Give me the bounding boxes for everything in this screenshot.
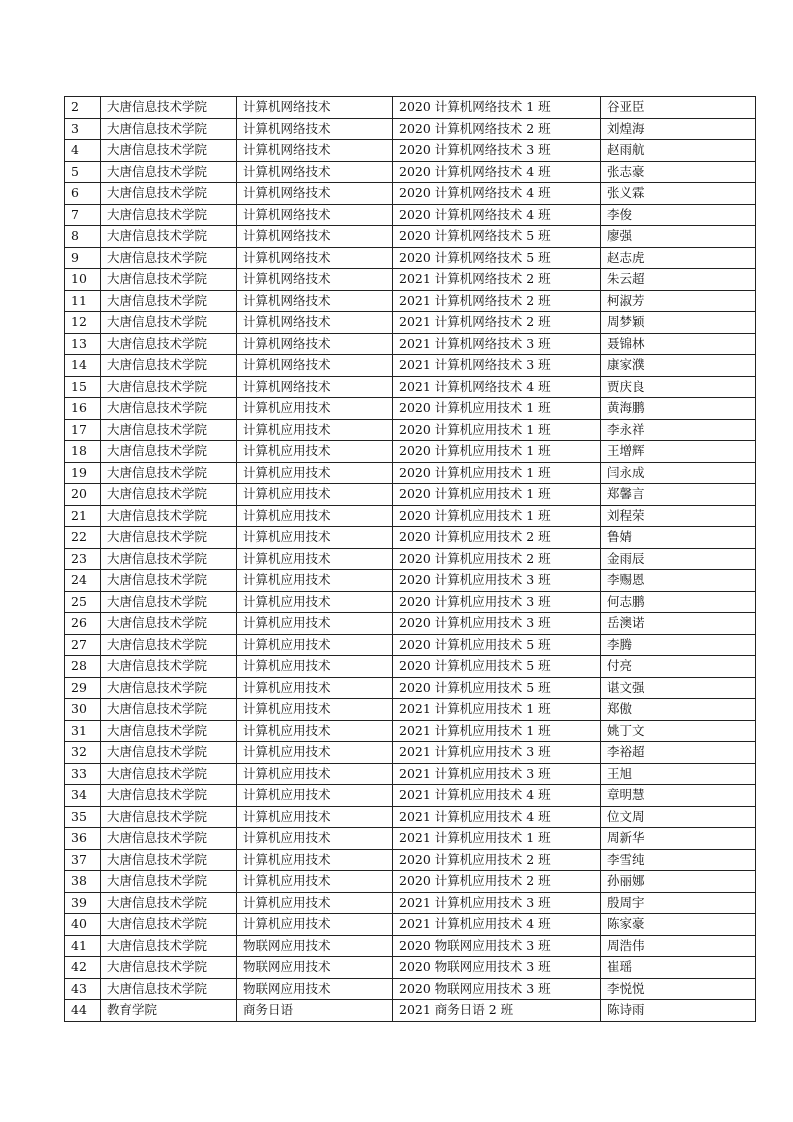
row-number: 41	[65, 935, 101, 957]
class-cell: 2021 商务日语 2 班	[393, 1000, 601, 1022]
student-name-cell: 李俊	[601, 204, 756, 226]
class-cell: 2020 计算机应用技术 3 班	[393, 570, 601, 592]
row-number: 26	[65, 613, 101, 635]
college-cell: 大唐信息技术学院	[101, 269, 237, 291]
student-name-cell: 金雨辰	[601, 548, 756, 570]
row-number: 19	[65, 462, 101, 484]
college-cell: 大唐信息技术学院	[101, 871, 237, 893]
major-cell: 计算机应用技术	[237, 398, 393, 420]
row-number: 36	[65, 828, 101, 850]
table-row	[65, 613, 756, 635]
class-cell: 2020 计算机应用技术 2 班	[393, 849, 601, 871]
major-cell: 计算机应用技术	[237, 806, 393, 828]
student-name-cell: 何志鹏	[601, 591, 756, 613]
class-cell: 2020 计算机应用技术 2 班	[393, 871, 601, 893]
class-cell: 2020 计算机应用技术 1 班	[393, 441, 601, 463]
college-cell: 大唐信息技术学院	[101, 355, 237, 377]
table-row	[65, 419, 756, 441]
class-cell: 2021 计算机网络技术 3 班	[393, 355, 601, 377]
college-cell: 大唐信息技术学院	[101, 849, 237, 871]
college-cell: 大唐信息技术学院	[101, 935, 237, 957]
row-number: 30	[65, 699, 101, 721]
major-cell: 物联网应用技术	[237, 935, 393, 957]
table-row	[65, 763, 756, 785]
student-name-cell: 赵志虎	[601, 247, 756, 269]
row-number: 35	[65, 806, 101, 828]
student-name-cell: 鲁婧	[601, 527, 756, 549]
table-row	[65, 376, 756, 398]
student-name-cell: 黄海鹏	[601, 398, 756, 420]
college-cell: 大唐信息技术学院	[101, 699, 237, 721]
student-name-cell: 郑馨言	[601, 484, 756, 506]
table-row	[65, 656, 756, 678]
row-number: 40	[65, 914, 101, 936]
major-cell: 计算机网络技术	[237, 269, 393, 291]
major-cell: 物联网应用技术	[237, 978, 393, 1000]
row-number: 6	[65, 183, 101, 205]
class-cell: 2020 计算机网络技术 3 班	[393, 140, 601, 162]
row-number: 29	[65, 677, 101, 699]
college-cell: 大唐信息技术学院	[101, 914, 237, 936]
row-number: 20	[65, 484, 101, 506]
major-cell: 计算机网络技术	[237, 161, 393, 183]
table-row	[65, 441, 756, 463]
student-name-cell: 周新华	[601, 828, 756, 850]
table-row	[65, 505, 756, 527]
major-cell: 计算机应用技术	[237, 419, 393, 441]
table-row	[65, 312, 756, 334]
college-cell: 大唐信息技术学院	[101, 398, 237, 420]
row-number: 37	[65, 849, 101, 871]
class-cell: 2021 计算机网络技术 2 班	[393, 312, 601, 334]
table-row	[65, 849, 756, 871]
table-row	[65, 183, 756, 205]
student-name-cell: 周浩伟	[601, 935, 756, 957]
class-cell: 2021 计算机应用技术 3 班	[393, 892, 601, 914]
row-number: 25	[65, 591, 101, 613]
major-cell: 计算机应用技术	[237, 720, 393, 742]
college-cell: 大唐信息技术学院	[101, 118, 237, 140]
class-cell: 2020 计算机应用技术 5 班	[393, 634, 601, 656]
major-cell: 计算机应用技术	[237, 548, 393, 570]
college-cell: 大唐信息技术学院	[101, 742, 237, 764]
major-cell: 计算机网络技术	[237, 247, 393, 269]
table-row	[65, 355, 756, 377]
college-cell: 大唐信息技术学院	[101, 290, 237, 312]
college-cell: 大唐信息技术学院	[101, 978, 237, 1000]
student-name-cell: 郑傲	[601, 699, 756, 721]
table-row	[65, 269, 756, 291]
table-row	[65, 806, 756, 828]
row-number: 3	[65, 118, 101, 140]
major-cell: 计算机应用技术	[237, 656, 393, 678]
class-cell: 2020 计算机应用技术 1 班	[393, 419, 601, 441]
student-name-cell: 付亮	[601, 656, 756, 678]
class-cell: 2021 计算机应用技术 4 班	[393, 914, 601, 936]
row-number: 13	[65, 333, 101, 355]
row-number: 21	[65, 505, 101, 527]
class-cell: 2020 计算机网络技术 1 班	[393, 97, 601, 119]
class-cell: 2021 计算机应用技术 3 班	[393, 742, 601, 764]
student-name-cell: 王旭	[601, 763, 756, 785]
row-number: 17	[65, 419, 101, 441]
table-row	[65, 871, 756, 893]
table-row	[65, 978, 756, 1000]
class-cell: 2021 计算机应用技术 1 班	[393, 720, 601, 742]
college-cell: 大唐信息技术学院	[101, 806, 237, 828]
college-cell: 大唐信息技术学院	[101, 957, 237, 979]
table-row	[65, 333, 756, 355]
college-cell: 大唐信息技术学院	[101, 505, 237, 527]
student-name-cell: 孙丽娜	[601, 871, 756, 893]
college-cell: 大唐信息技术学院	[101, 376, 237, 398]
student-name-cell: 刘程荣	[601, 505, 756, 527]
major-cell: 计算机应用技术	[237, 914, 393, 936]
major-cell: 计算机应用技术	[237, 871, 393, 893]
major-cell: 计算机应用技术	[237, 892, 393, 914]
class-cell: 2020 计算机应用技术 1 班	[393, 484, 601, 506]
student-name-cell: 张志豪	[601, 161, 756, 183]
college-cell: 大唐信息技术学院	[101, 785, 237, 807]
student-name-cell: 张义霖	[601, 183, 756, 205]
major-cell: 计算机网络技术	[237, 183, 393, 205]
class-cell: 2020 计算机网络技术 4 班	[393, 204, 601, 226]
table-row	[65, 140, 756, 162]
class-cell: 2021 计算机应用技术 3 班	[393, 763, 601, 785]
table-row	[65, 570, 756, 592]
class-cell: 2020 计算机应用技术 1 班	[393, 398, 601, 420]
row-number: 2	[65, 97, 101, 119]
table-row	[65, 634, 756, 656]
class-cell: 2020 计算机应用技术 3 班	[393, 613, 601, 635]
major-cell: 计算机应用技术	[237, 484, 393, 506]
college-cell: 大唐信息技术学院	[101, 140, 237, 162]
class-cell: 2020 物联网应用技术 3 班	[393, 978, 601, 1000]
college-cell: 大唐信息技术学院	[101, 720, 237, 742]
table-row	[65, 892, 756, 914]
class-cell: 2021 计算机应用技术 4 班	[393, 806, 601, 828]
major-cell: 计算机应用技术	[237, 677, 393, 699]
class-cell: 2021 计算机应用技术 4 班	[393, 785, 601, 807]
table-row	[65, 720, 756, 742]
major-cell: 计算机网络技术	[237, 333, 393, 355]
row-number: 28	[65, 656, 101, 678]
student-name-cell: 廖强	[601, 226, 756, 248]
college-cell: 大唐信息技术学院	[101, 419, 237, 441]
class-cell: 2020 计算机应用技术 1 班	[393, 505, 601, 527]
major-cell: 计算机应用技术	[237, 785, 393, 807]
major-cell: 计算机网络技术	[237, 97, 393, 119]
row-number: 31	[65, 720, 101, 742]
major-cell: 计算机网络技术	[237, 312, 393, 334]
student-name-cell: 谌文强	[601, 677, 756, 699]
class-cell: 2020 物联网应用技术 3 班	[393, 935, 601, 957]
row-number: 43	[65, 978, 101, 1000]
student-name-cell: 聂锦林	[601, 333, 756, 355]
student-name-cell: 李腾	[601, 634, 756, 656]
class-cell: 2020 计算机应用技术 2 班	[393, 548, 601, 570]
table-row	[65, 742, 756, 764]
college-cell: 大唐信息技术学院	[101, 763, 237, 785]
table-row	[65, 161, 756, 183]
student-name-cell: 李悦悦	[601, 978, 756, 1000]
student-name-cell: 位文周	[601, 806, 756, 828]
class-cell: 2020 计算机应用技术 2 班	[393, 527, 601, 549]
student-name-cell: 姚丁文	[601, 720, 756, 742]
row-number: 24	[65, 570, 101, 592]
college-cell: 大唐信息技术学院	[101, 828, 237, 850]
student-name-cell: 周梦颖	[601, 312, 756, 334]
class-cell: 2020 计算机应用技术 1 班	[393, 462, 601, 484]
row-number: 10	[65, 269, 101, 291]
row-number: 23	[65, 548, 101, 570]
college-cell: 大唐信息技术学院	[101, 312, 237, 334]
row-number: 18	[65, 441, 101, 463]
college-cell: 大唐信息技术学院	[101, 677, 237, 699]
row-number: 5	[65, 161, 101, 183]
table-row	[65, 484, 756, 506]
table-row	[65, 591, 756, 613]
college-cell: 大唐信息技术学院	[101, 441, 237, 463]
row-number: 11	[65, 290, 101, 312]
student-name-cell: 岳澳诺	[601, 613, 756, 635]
major-cell: 计算机应用技术	[237, 742, 393, 764]
student-name-cell: 谷亚臣	[601, 97, 756, 119]
table-row	[65, 914, 756, 936]
college-cell: 大唐信息技术学院	[101, 97, 237, 119]
student-name-cell: 章明慧	[601, 785, 756, 807]
major-cell: 计算机应用技术	[237, 849, 393, 871]
class-cell: 2020 计算机应用技术 5 班	[393, 677, 601, 699]
student-name-cell: 柯淑芳	[601, 290, 756, 312]
major-cell: 计算机应用技术	[237, 570, 393, 592]
table-row	[65, 699, 756, 721]
table-row	[65, 290, 756, 312]
row-number: 38	[65, 871, 101, 893]
major-cell: 计算机应用技术	[237, 591, 393, 613]
student-name-cell: 刘煌海	[601, 118, 756, 140]
class-cell: 2021 计算机网络技术 2 班	[393, 269, 601, 291]
major-cell: 计算机应用技术	[237, 613, 393, 635]
row-number: 4	[65, 140, 101, 162]
major-cell: 计算机应用技术	[237, 634, 393, 656]
row-number: 27	[65, 634, 101, 656]
table-row	[65, 957, 756, 979]
student-name-cell: 闫永成	[601, 462, 756, 484]
student-name-cell: 赵雨航	[601, 140, 756, 162]
student-name-cell: 殷周宇	[601, 892, 756, 914]
major-cell: 计算机应用技术	[237, 505, 393, 527]
college-cell: 大唐信息技术学院	[101, 333, 237, 355]
row-number: 39	[65, 892, 101, 914]
major-cell: 计算机网络技术	[237, 376, 393, 398]
table-row	[65, 1000, 756, 1022]
table-row	[65, 785, 756, 807]
major-cell: 计算机应用技术	[237, 441, 393, 463]
row-number: 42	[65, 957, 101, 979]
row-number: 12	[65, 312, 101, 334]
college-cell: 大唐信息技术学院	[101, 656, 237, 678]
table-row	[65, 204, 756, 226]
major-cell: 计算机网络技术	[237, 118, 393, 140]
major-cell: 计算机应用技术	[237, 763, 393, 785]
college-cell: 大唐信息技术学院	[101, 527, 237, 549]
class-cell: 2020 物联网应用技术 3 班	[393, 957, 601, 979]
major-cell: 物联网应用技术	[237, 957, 393, 979]
college-cell: 大唐信息技术学院	[101, 892, 237, 914]
table-row	[65, 398, 756, 420]
table-row	[65, 548, 756, 570]
major-cell: 商务日语	[237, 1000, 393, 1022]
class-cell: 2021 计算机网络技术 3 班	[393, 333, 601, 355]
class-cell: 2020 计算机网络技术 4 班	[393, 183, 601, 205]
student-roster-table	[64, 96, 756, 1022]
student-name-cell: 贾庆良	[601, 376, 756, 398]
college-cell: 大唐信息技术学院	[101, 548, 237, 570]
major-cell: 计算机网络技术	[237, 355, 393, 377]
student-name-cell: 李雪纯	[601, 849, 756, 871]
college-cell: 大唐信息技术学院	[101, 591, 237, 613]
class-cell: 2020 计算机网络技术 5 班	[393, 247, 601, 269]
college-cell: 大唐信息技术学院	[101, 183, 237, 205]
table-row	[65, 527, 756, 549]
major-cell: 计算机应用技术	[237, 527, 393, 549]
college-cell: 大唐信息技术学院	[101, 484, 237, 506]
table-row	[65, 226, 756, 248]
row-number: 22	[65, 527, 101, 549]
student-name-cell: 李裕超	[601, 742, 756, 764]
roster-body	[65, 97, 756, 1022]
class-cell: 2021 计算机网络技术 2 班	[393, 290, 601, 312]
table-row	[65, 97, 756, 119]
major-cell: 计算机应用技术	[237, 828, 393, 850]
class-cell: 2020 计算机网络技术 2 班	[393, 118, 601, 140]
class-cell: 2021 计算机网络技术 4 班	[393, 376, 601, 398]
student-name-cell: 王增辉	[601, 441, 756, 463]
table-row	[65, 247, 756, 269]
row-number: 44	[65, 1000, 101, 1022]
college-cell: 大唐信息技术学院	[101, 247, 237, 269]
row-number: 32	[65, 742, 101, 764]
row-number: 14	[65, 355, 101, 377]
student-name-cell: 李赐恩	[601, 570, 756, 592]
class-cell: 2021 计算机应用技术 1 班	[393, 699, 601, 721]
class-cell: 2021 计算机应用技术 1 班	[393, 828, 601, 850]
row-number: 7	[65, 204, 101, 226]
student-name-cell: 陈诗雨	[601, 1000, 756, 1022]
college-cell: 大唐信息技术学院	[101, 634, 237, 656]
class-cell: 2020 计算机网络技术 4 班	[393, 161, 601, 183]
student-name-cell: 李永祥	[601, 419, 756, 441]
major-cell: 计算机应用技术	[237, 699, 393, 721]
row-number: 15	[65, 376, 101, 398]
student-name-cell: 朱云超	[601, 269, 756, 291]
row-number: 8	[65, 226, 101, 248]
table-row	[65, 935, 756, 957]
row-number: 33	[65, 763, 101, 785]
college-cell: 大唐信息技术学院	[101, 161, 237, 183]
table-row	[65, 677, 756, 699]
college-cell: 大唐信息技术学院	[101, 570, 237, 592]
major-cell: 计算机网络技术	[237, 226, 393, 248]
class-cell: 2020 计算机网络技术 5 班	[393, 226, 601, 248]
student-name-cell: 康家濮	[601, 355, 756, 377]
row-number: 16	[65, 398, 101, 420]
college-cell: 大唐信息技术学院	[101, 613, 237, 635]
major-cell: 计算机应用技术	[237, 462, 393, 484]
college-cell: 大唐信息技术学院	[101, 462, 237, 484]
table-row	[65, 828, 756, 850]
college-cell: 大唐信息技术学院	[101, 226, 237, 248]
student-name-cell: 崔瑶	[601, 957, 756, 979]
class-cell: 2020 计算机应用技术 5 班	[393, 656, 601, 678]
college-cell: 大唐信息技术学院	[101, 204, 237, 226]
major-cell: 计算机网络技术	[237, 290, 393, 312]
major-cell: 计算机网络技术	[237, 140, 393, 162]
major-cell: 计算机网络技术	[237, 204, 393, 226]
row-number: 34	[65, 785, 101, 807]
row-number: 9	[65, 247, 101, 269]
college-cell: 教育学院	[101, 1000, 237, 1022]
class-cell: 2020 计算机应用技术 3 班	[393, 591, 601, 613]
student-name-cell: 陈家豪	[601, 914, 756, 936]
table-row	[65, 462, 756, 484]
table-row	[65, 118, 756, 140]
